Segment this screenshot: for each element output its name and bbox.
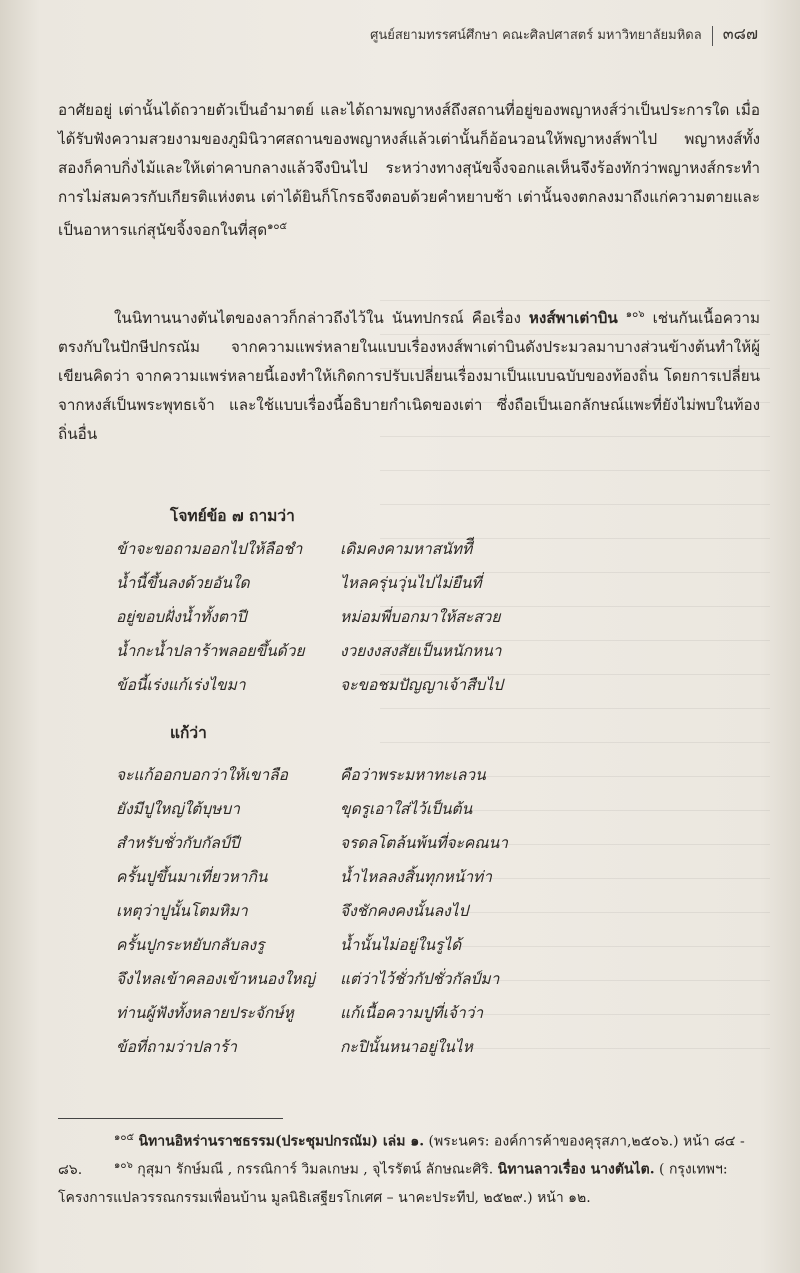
answer-verse-right — [340, 758, 508, 1064]
verse-line: น้ำไหลลงสิ้นทุกหน้าท่า — [340, 868, 492, 886]
page-number: ๓๘๗ — [722, 24, 758, 43]
verse-line: แต่ว่าไว้ชั่วกัปชั่วกัลป์มา — [340, 970, 500, 988]
story-title: หงส์พาเต่าบิน — [528, 309, 618, 328]
answer-verse-left — [116, 758, 315, 1064]
running-header — [370, 22, 758, 47]
verse-line: เหตุว่าปูนั้นโตมหิมา — [116, 902, 248, 920]
verse-line: จะแก้ออกบอกว่าให้เขาลือ — [116, 766, 288, 784]
question-heading: โจทย์ข้อ ๗ ถามว่า — [170, 506, 295, 525]
footnote-title: นิทานลาวเรื่อง นางตันไต. — [497, 1161, 655, 1178]
verse-line: ข้าจะขอถามออกไปให้ลือชำ — [116, 540, 303, 558]
footnote-ref-106: ๑๐๖ — [625, 309, 645, 320]
verse-line: ข้อนี้เร่งแก้เร่งไขมา — [116, 676, 246, 694]
footnote-text: (พระนคร: องค์การค้าของคุรุสภา,๒๕๐๖.) หน้า ๘๔ - ๘๖. — [58, 1133, 745, 1178]
footnote-106 — [58, 1152, 772, 1212]
verse-line: ยังมีปูใหญ่ใต้บุษบา — [116, 800, 240, 818]
verse-line: ไหลครุ่นวุ่นไปไม่ยืนที่ — [340, 574, 482, 592]
paragraph-2 — [58, 300, 760, 449]
verse-line: จะขอชมปัญญาเจ้าสืบไป — [340, 676, 504, 694]
verse-line: ครั้นปูขึ้นมาเที่ยวหากิน — [116, 868, 268, 886]
paragraph-1-text: อาศัยอยู่ เต่านั้นได้ถวายตัวเป็นอำมาตย์ และได้ถามพญาหงส์ถึงสถานที่อยู่ของพญาหงส์ว่าเป็นประการใด เมื่อได้รับฟังความสวยงามของภูมินิวาศสถานของพญาหงส์แล้วเต่านั้นก็อ้อนวอนให้พญาหงส์พาไป พญาหงส์ทั้งสองก็คาบกิ่งไม้และให้เต่าคาบกลางแล้วจึงบินไป ระหว่างทางสุนัขจิ้งจอกแลเห็นจึงร้องทักว่าพญาหงส์กระทำการไม่สมควรกับเกียรติแห่งตน เต่าได้ยินก็โกรธจึงตอบด้วยคำหยาบช้า เต่านั้นจงตกลงมาถึงแก่ความตายและเป็นอาหารแก่สุนัขจิ้งจอกในที่สุด — [58, 101, 760, 240]
question-verse-right — [340, 532, 503, 702]
verse-line: ขุดรูเอาใส่ไว้เป็นต้น — [340, 800, 473, 818]
verse-line: งวยงงสงสัยเป็นหนักหนา — [340, 642, 502, 660]
footnote-authors: กุสุมา รักษ์มณี , กรรณิการ์ วิมลเกษม , จุไรรัตน์ ลักษณะศิริ. — [137, 1161, 498, 1178]
footnote-number: ๑๐๖ — [114, 1160, 133, 1171]
verse-line: หม่อมพี่บอกมาให้สะสวย — [340, 608, 501, 626]
verse-line: ข้อที่ถามว่าปลาร้า — [116, 1038, 237, 1056]
verse-line: น้ำนั้นไม่อยู่ในรูได้ — [340, 936, 462, 954]
question-verse-left — [116, 532, 305, 702]
verse-line: คือว่าพระมหาทะเลวน — [340, 766, 486, 784]
header-divider — [712, 26, 713, 46]
footnote-rule — [58, 1118, 283, 1119]
verse-line: อยู่ขอบฝั่งน้ำทั้งตาปี — [116, 608, 247, 626]
footnote-title: นิทานอิหร่านราชธรรม(ประชุมปกรณัม) เล่ม ๑. — [138, 1133, 425, 1150]
header-title: ศูนย์สยามทรรศน์ศึกษา คณะศิลปศาสตร์ มหาวิทยาลัยมหิดล — [370, 28, 702, 43]
verse-line: จึงไหลเข้าคลองเข้าหนองใหญ่ — [116, 970, 315, 988]
verse-line: กะปินั้นหนาอยู่ในไห — [340, 1038, 473, 1056]
footnote-text: ( กรุงเทพฯ: โครงการแปลวรรณกรรมเพื่อนบ้าน มูลนิธิเสฐียรโกเศศ – นาคะประทีป, ๒๕๒๙.) หน้า ๑๒. — [58, 1161, 728, 1206]
footnote-number: ๑๐๕ — [114, 1132, 135, 1143]
verse-line: สำหรับชั่วกับกัลป์ปี — [116, 834, 240, 852]
paragraph-2-after: เช่นกันเนื้อความตรงกับในปักษีปกรณัม จากความแพร่หลายในแบบเรื่องหงส์พาเต่าบินดังประมวลมาบางส่วนข้างต้นทำให้ผู้เขียนคิดว่า จากความแพร่หลายนี้เองทำให้เกิดการปรับเปลี่ยนเรื่องมาเป็นแบบฉบับของท้องถิ่น โดยการเปลี่ยนจากหงส์เป็นพระพุทธเจ้า และใช้แบบเรื่องนี้อธิบายกำเนิดของเต่า ซึ่งถือเป็นเอกลักษณ์แพะที่ยังไม่พบในท้องถิ่นอื่น — [58, 309, 761, 444]
verse-line: เดิมคงคามหาสนัททีี — [340, 540, 473, 558]
verse-line: จึงชักคงคงนั้นลงไป — [340, 902, 469, 920]
verse-line: แก้เนื้อความปูที่เจ้าว่า — [340, 1004, 484, 1022]
verse-line: ท่านผู้ฟังทั้งหลายประจักษ์หู — [116, 1004, 294, 1022]
verse-line: น้ำนี้ขึ้นลงด้วยอันใด — [116, 574, 250, 592]
footnote-ref-105: ๑๐๕ — [267, 221, 288, 232]
paragraph-2-before: ในนิทานนางตันไตของลาวก็กล่าวถึงไว้ใน นันทปกรณ์ คือเรื่อง — [114, 309, 529, 328]
verse-line: ครั้นปูกระหยับกลับลงรู — [116, 936, 265, 954]
answer-heading: แก้ว่า — [170, 723, 207, 742]
verse-line: น้ำกะน้ำปลาร้าพลอยขึ้นด้วย — [116, 642, 305, 660]
paragraph-1 — [58, 96, 760, 245]
verse-line: จรดลโตล้นพ้นที่จะคณนา — [340, 834, 508, 852]
